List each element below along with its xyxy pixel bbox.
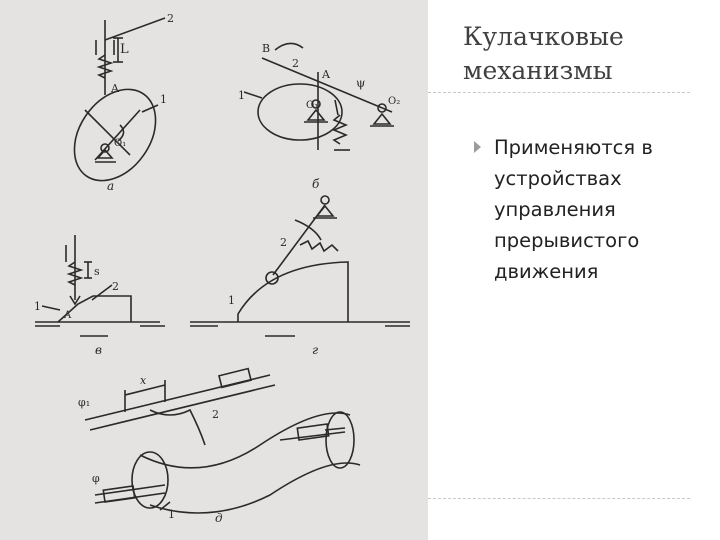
label-2-a: 2: [167, 12, 174, 25]
label-A-b: A: [322, 68, 330, 81]
label-1-b: 1: [238, 89, 245, 102]
bullet-arrow-icon: [474, 141, 481, 153]
divider-top: [428, 92, 690, 93]
caption-b: б: [312, 177, 320, 191]
label-psi: ψ: [356, 76, 366, 90]
diagram-v: [34, 235, 165, 357]
diagram-a: [58, 12, 174, 196]
label-1-d: 1: [168, 508, 175, 521]
label-1-g: 1: [228, 294, 235, 307]
label-O2: O₂: [388, 96, 401, 107]
label-x: x: [140, 374, 147, 387]
caption-v: в: [95, 343, 102, 357]
caption-d: д: [215, 511, 223, 525]
label-2-v: 2: [112, 280, 119, 293]
label-B: B: [262, 42, 271, 55]
caption-g: г: [312, 343, 319, 357]
label-phi1: φ₁: [78, 396, 91, 409]
label-2-d: 2: [212, 408, 219, 421]
label-2-g: 2: [280, 236, 287, 249]
caption-a: а: [107, 179, 115, 193]
slide-title: Кулачковые механизмы: [463, 22, 624, 85]
diagram-d: [78, 369, 360, 525]
label-1-a: 1: [160, 93, 167, 106]
label-O1-a: O₁: [114, 138, 127, 149]
label-2-b: 2: [292, 57, 299, 70]
diagram-g: [190, 196, 410, 357]
divider-bottom: [428, 498, 690, 499]
label-A-v: A: [64, 310, 72, 321]
label-L: L: [120, 42, 129, 57]
label-s: s: [94, 265, 100, 278]
label-O1-b: O₁: [306, 100, 319, 111]
diagram-b: [238, 42, 400, 191]
label-phi: φ: [92, 472, 100, 485]
bullet-text: Применяются в устройствах управления прерывистого движения: [494, 136, 653, 283]
label-A-a: A: [111, 82, 119, 95]
label-1-v: 1: [34, 300, 41, 313]
